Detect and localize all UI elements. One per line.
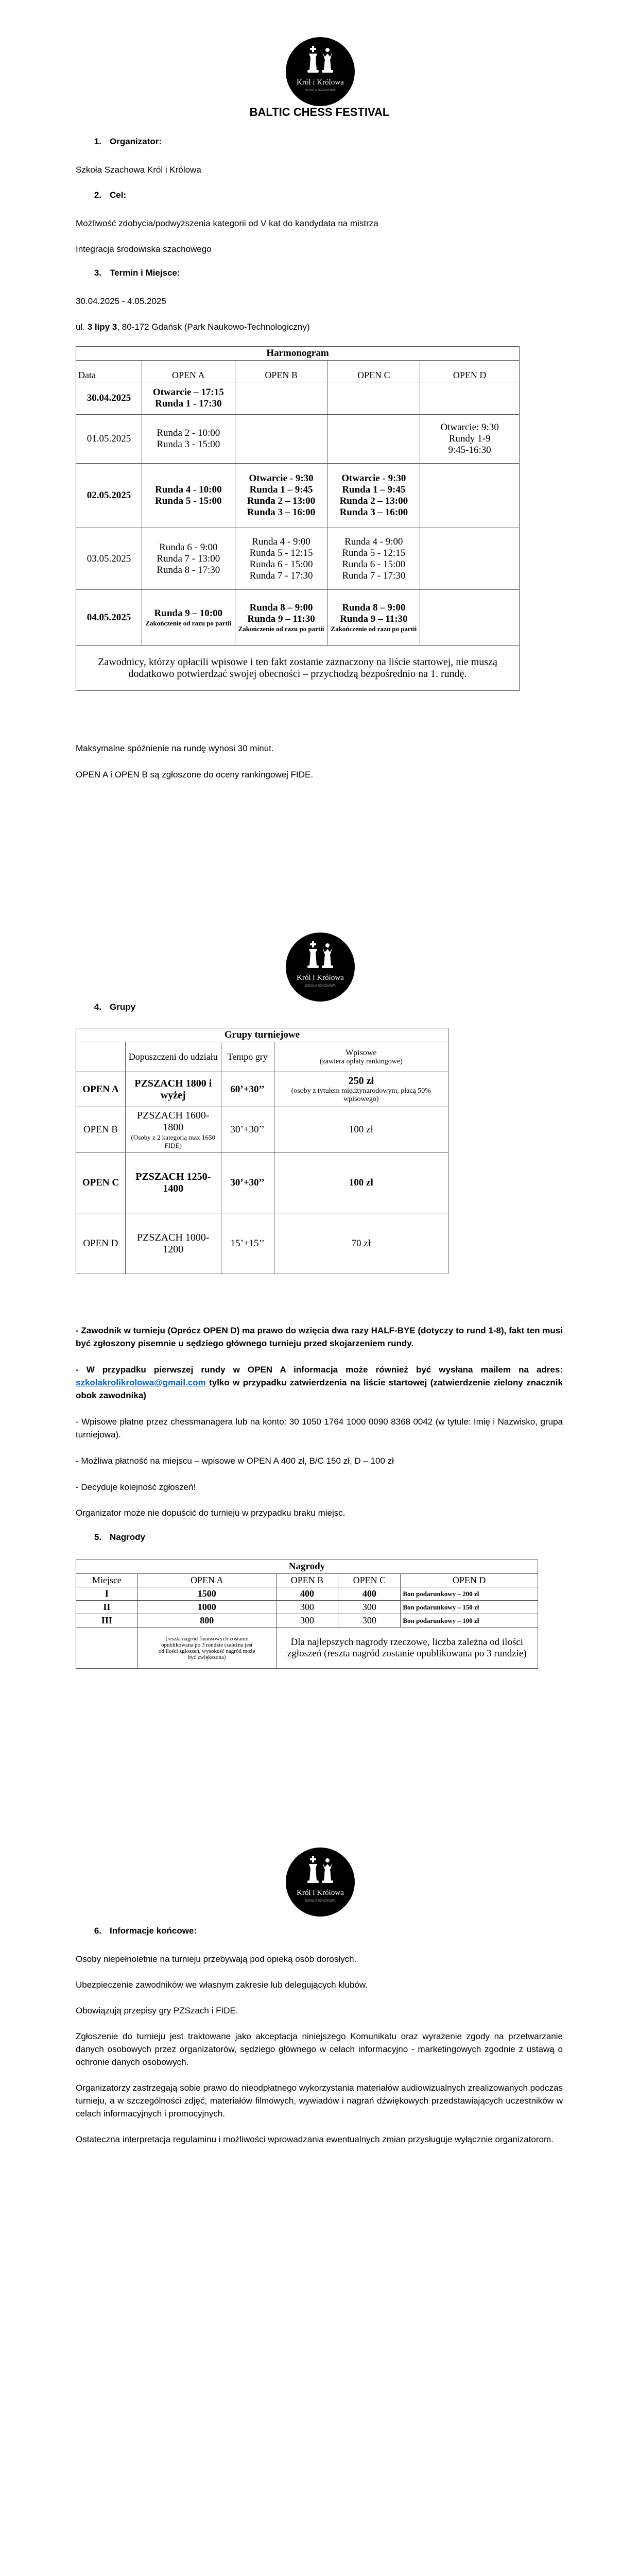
chess-king-queen-icon xyxy=(286,933,355,1002)
goal-line-2: Integracja środowiska szachowego xyxy=(76,244,212,254)
chess-king-queen-icon xyxy=(286,1848,355,1917)
svg-text:SZKOŁA SZACHOWA: SZKOŁA SZACHOWA xyxy=(305,89,336,92)
prizes-header: Miejsce xyxy=(76,1574,138,1587)
prizes-row: III 800 300 300 Bon podarunkowy – 100 zł xyxy=(76,1614,538,1628)
section-3-heading: 3. Termin i Miejsce: xyxy=(94,268,180,278)
chess-king-queen-icon xyxy=(286,37,355,106)
prizes-header: OPEN A xyxy=(137,1574,276,1587)
svg-text:Król i Królowa: Król i Królowa xyxy=(297,78,344,87)
email-link[interactable]: szkolakrolikrolowa@gmail.com xyxy=(76,1378,206,1387)
schedule-row: 30.04.2025 Otwarcie – 17:15 Runda 1 - 17:30 xyxy=(76,382,520,415)
groups-header: Wpisowe (zawiera opłaty rankingowe) xyxy=(274,1042,448,1072)
groups-table xyxy=(76,1028,448,1274)
final-info: Organizatorzy zastrzegają sobie prawo do nieodpłatnego wykorzystania materiałów audiowizualnych zrealizowanych podczas turnieju, a w szczególności zdjęć, materiałów filmowych, wywiadów i nagrań dźwiękowych przedstawiających uczestników w celach informacyjnych i promocyjnych. xyxy=(76,2083,563,2119)
final-info: Osoby niepełnoletnie na turnieju przebywają pod opieką osób dorosłych. xyxy=(76,1954,357,1964)
prizes-row: II 1000 300 300 Bon podarunkowy – 150 zł xyxy=(76,1601,538,1614)
schedule-row: 04.05.2025 Runda 9 – 10:00 Zakończenie od razu po partii Runda 8 – 9:00 Runda 9 – 11:30 Zakończenie od razu po partii Runda 8 – 9:00 Runda 9 – 11:30 Zakończenie od razu po partii xyxy=(76,590,520,646)
prizes-note-row xyxy=(76,1628,538,1669)
svg-text:SZKOŁA SZACHOWA: SZKOŁA SZACHOWA xyxy=(305,985,336,988)
cancel-note: Organizator może nie dopuścić do turnieju w przypadku braku miejsc. xyxy=(76,1508,346,1518)
fide-note: OPEN A i OPEN B są zgłoszone do oceny rankingowej FIDE. xyxy=(76,770,314,779)
goal-line-1: Możliwość zdobycia/podwyższenia kategorii od V kat do kandydata na mistrza xyxy=(76,218,378,228)
prizes-row: I 1500 400 400 Bon podarunkowy – 200 zł xyxy=(76,1587,538,1601)
address-text: ul. 3 lipy 3, 80-172 Gdańsk (Park Naukowo-Technologiczny) xyxy=(76,322,310,332)
dates-text: 30.04.2025 - 4.05.2025 xyxy=(76,296,166,306)
late-note: Maksymalne spóźnienie na rundę wynosi 30 minut. xyxy=(76,743,274,753)
groups-row: OPEN D PZSZACH 1000-1200 15’+15’’ 70 zł xyxy=(76,1213,448,1274)
final-info: Ostateczna interpretacja regulaminu i możliwości wprowadzania ewentualnych zmian przysługuje wyłącznie organizatorom. xyxy=(76,2134,554,2144)
prizes-note-a: (reszta nagród finansowych zostanie opublikowana po 3 rundzie (zależna jest od ilości zgłoszeń, wysokość nagród może być zwiększona) xyxy=(137,1628,276,1669)
final-info: Obowiązują przepisy gry PZSzach i FIDE. xyxy=(76,2006,238,2015)
schedule-header: OPEN A xyxy=(142,361,235,382)
section-2-heading: 2. Cel: xyxy=(94,190,127,200)
schedule-table xyxy=(76,346,520,691)
section-6-heading: 6. Informacje końcowe: xyxy=(94,1926,197,1936)
final-info: Ubezpieczenie zawodników we własnym zakresie lub delegujących klubów. xyxy=(76,1980,368,1990)
groups-header: Dopuszczeni do udziału xyxy=(125,1042,221,1072)
schedule-row: 02.05.2025 Runda 4 - 10:00 Runda 5 - 15:00 Otwarcie - 9:30 Runda 1 – 9:45 Runda 2 – 13:00 Runda 3 – 16:00 Otwarcie - 9:30 Runda 1 – 9:45 Runda 2 – 13:00 Runda 3 – 16:00 xyxy=(76,464,520,528)
section-4-heading: 4. Grupy xyxy=(94,1002,136,1012)
section-5-heading: 5. Nagrody xyxy=(94,1532,145,1542)
groups-row: OPEN B PZSZACH 1600-1800 (Osoby z 2 kategorią max 1650 FIDE) 30’+30’’ 100 zł xyxy=(76,1107,448,1153)
schedule-footer: Zawodnicy, którzy opłacili wpisowe i ten fakt zostanie zaznaczony na liście startowej, nie muszą dodatkowo potwierdzać swojej obecności – przychodzą bezpośrednio na 1. rundę. xyxy=(76,646,520,691)
schedule-header: Data xyxy=(76,361,142,382)
organizer-text: Szkoła Szachowa Król i Królowa xyxy=(76,165,201,175)
prizes-header: OPEN C xyxy=(338,1574,401,1587)
half-bye-note: - Zawodnik w turnieju (Oprócz OPEN D) ma prawo do wzięcia dwa razy HALF-BYE (dotyczy to rund 1-8), fakt ten musi być zgłoszony pisemnie u sędziego głównego turnieju przed skojarzeniem rundy. xyxy=(76,1326,563,1348)
logo xyxy=(286,933,355,1002)
order-note: - Decyduje kolejność zgłoszeń! xyxy=(76,1482,196,1492)
payment-note: - Wpisowe płatne przez chessmanagera lub na konto: 30 1050 1764 1000 0090 8368 0042 (w tytule: Imię i Nazwisko, grupa turniejowa). xyxy=(76,1417,563,1439)
groups-header: Tempo gry xyxy=(221,1042,274,1072)
groups-row: OPEN A PZSZACH 1800 i wyżej 60’+30’’ 250 zł (osoby z tytułem międzynarodowym, płacą 50% wpisowego) xyxy=(76,1072,448,1107)
prizes-table xyxy=(76,1560,538,1669)
svg-text:Król i Królowa: Król i Królowa xyxy=(297,974,344,982)
schedule-title: Harmonogram xyxy=(76,347,520,361)
email-note: - W przypadku pierwszej rundy w OPEN A informacja może również być wysłana mailem na adres: szkolakrolikrolowa@gmail.com tylko w przypadku zatwierdzenia na liście startowej (zatwierdzenie zielony znacznik obok zawodnika) xyxy=(76,1365,563,1400)
logo xyxy=(286,37,355,106)
schedule-row: 01.05.2025 Runda 2 - 10:00 Runda 3 - 15:00 Otwarcie: 9:30 Rundy 1-9 9:45-16:30 xyxy=(76,415,520,464)
logo xyxy=(286,1848,355,1917)
final-info: Zgłoszenie do turnieju jest traktowane jako akceptacja niniejszego Komunikatu oraz wyrażenie zgody na przetwarzanie danych osobowych przez organizatorów, sędziego głównego w celach informacyjno - marketingowych zgodnie z ustawą o ochronie danych osobowych. xyxy=(76,2031,563,2067)
schedule-header: OPEN D xyxy=(420,361,520,382)
prizes-header: OPEN D xyxy=(401,1574,538,1587)
onsite-note: - Możliwa płatność na miejscu – wpisowe w OPEN A 400 zł, B/C 150 zł, D – 100 zł xyxy=(76,1456,394,1466)
prizes-note-bcd: Dla najlepszych nagrody rzeczowe, liczba zależna od ilości zgłoszeń (reszta nagród zostanie opublikowana po 3 rundzie) xyxy=(276,1628,538,1669)
section-1-heading: 1. Organizator: xyxy=(94,137,162,146)
prizes-title: Nagrody xyxy=(76,1560,538,1574)
schedule-header: OPEN B xyxy=(235,361,327,382)
page-title: BALTIC CHESS FESTIVAL xyxy=(249,106,390,118)
schedule-row: 03.05.2025 Runda 6 - 9:00 Runda 7 - 13:00 Runda 8 - 17:30 Runda 4 - 9:00 Runda 5 - 12:15 Runda 6 - 15:00 Runda 7 - 17:30 Runda 4 - 9:00 Runda 5 - 12:15 Runda 6 - 15:00 Runda 7 - 17:30 xyxy=(76,528,520,590)
prizes-header: OPEN B xyxy=(276,1574,338,1587)
svg-text:Król i Królowa: Król i Królowa xyxy=(297,1889,344,1897)
groups-title: Grupy turniejowe xyxy=(76,1028,448,1042)
groups-row: OPEN C PZSZACH 1250-1400 30’+30’’ 100 zł xyxy=(76,1153,448,1213)
svg-text:SZKOŁA SZACHOWA: SZKOŁA SZACHOWA xyxy=(305,1900,336,1903)
schedule-header: OPEN C xyxy=(327,361,420,382)
